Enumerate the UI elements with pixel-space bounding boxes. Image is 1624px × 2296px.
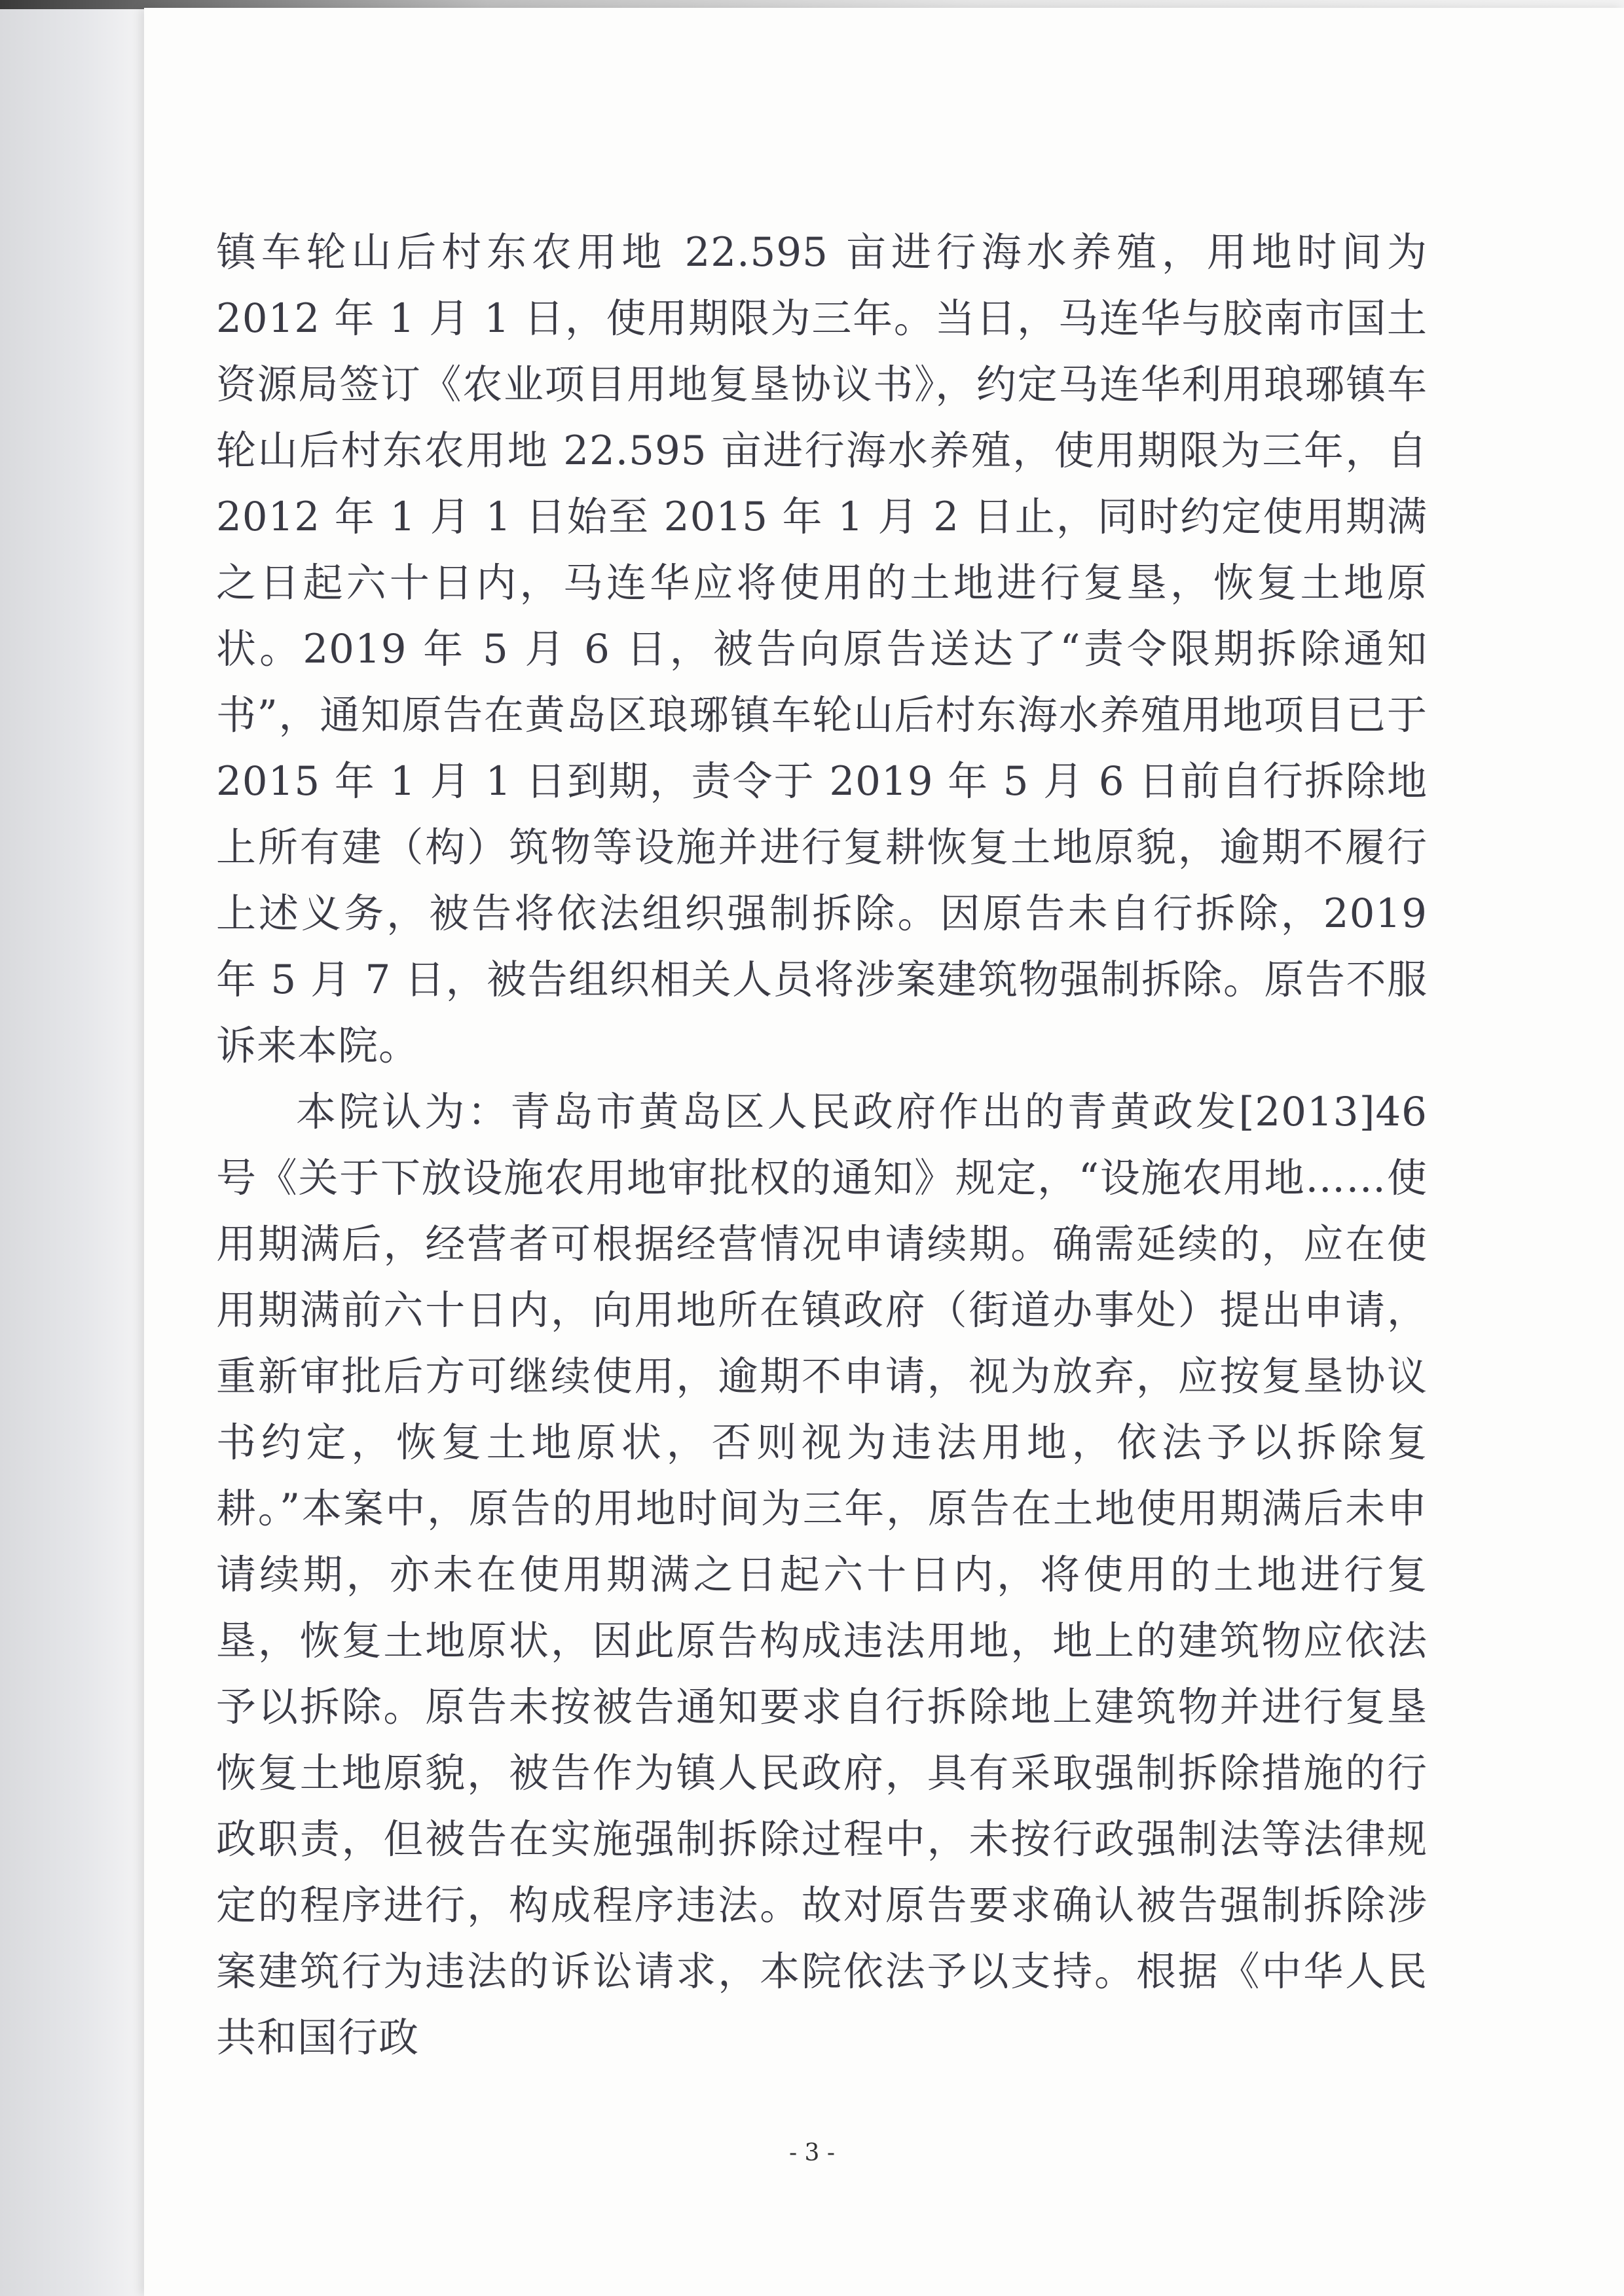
page-number: - 3 - xyxy=(788,2140,836,2166)
paragraph-continued-facts: 镇车轮山后村东农用地 22.595 亩进行海水养殖，用地时间为 2012 年 1 月 1 日，使用期限为三年。当日，马连华与胶南市国土资源局签订《农业项目用地复垦协议书》，约定马连华利用琅琊镇车轮山后村东农用地 22.595 亩进行海水养殖，使用期限为三年，自 2012 年 1 月 1 日始至 2015 年 1 月 2 日止，同时约定使用期满之日起六十日内，马连华应将使用的土地进行复垦，恢复土地原状。2019 年 5 月 6 日，被告向原告送达了“责令限期拆除通知书”，通知原告在黄岛区琅琊镇车轮山后村东海水养殖用地项目已于 2015 年 1 月 1 日到期，责令于 2019 年 5 月 6 日前自行拆除地上所有建（构）筑物等设施并进行复耕恢复土地原貌，逾期不履行上述义务，被告将依法组织强制拆除。因原告未自行拆除，2019 年 5 月 7 日，被告组织相关人员将涉案建筑物强制拆除。原告不服诉来本院。 xyxy=(216,229,1428,1069)
judgment-body xyxy=(216,219,1428,2071)
scan-left-margin xyxy=(0,0,144,2296)
paragraph-court-opinion: 本院认为：青岛市黄岛区人民政府作出的青黄政发[2013]46 号《关于下放设施农用地审批权的通知》规定，“设施农用地……使用期满后，经营者可根据经营情况申请续期。确需延续的，应在使用期满前六十日内，向用地所在镇政府（街道办事处）提出申请，重新审批后方可继续使用，逾期不申请，视为放弃，应按复垦协议书约定，恢复土地原状，否则视为违法用地，依法予以拆除复耕。”本案中，原告的用地时间为三年，原告在土地使用期满后未申请续期，亦未在使用期满之日起六十日内，将使用的土地进行复垦，恢复土地原状，因此原告构成违法用地，地上的建筑物应依法予以拆除。原告未按被告通知要求自行拆除地上建筑物并进行复垦恢复土地原貌，被告作为镇人民政府，具有采取强制拆除措施的行政职责，但被告在实施强制拆除过程中，未按行政强制法等法律规定的程序进行，构成程序违法。故对原告要求确认被告强制拆除涉案建筑行为违法的诉讼请求，本院依法予以支持。根据《中华人民共和国行政 xyxy=(216,1089,1428,2061)
